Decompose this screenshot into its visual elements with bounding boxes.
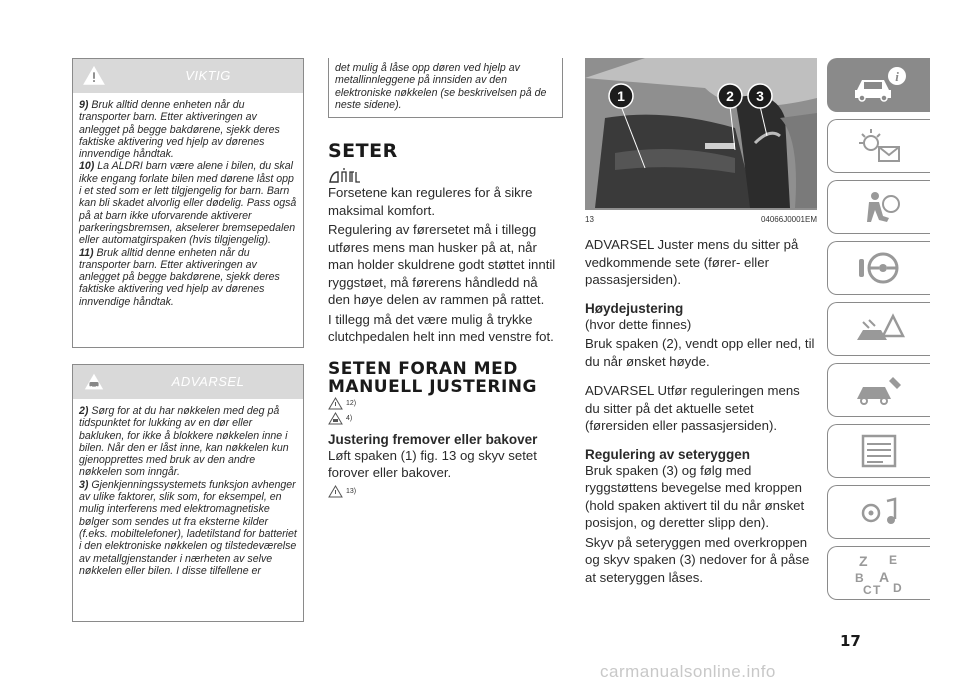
paragraph: Forsetene kan reguleres for å sikre maksimal komfort.: [328, 185, 533, 218]
tab-safety[interactable]: [827, 180, 930, 234]
chapter-tabs: [827, 58, 930, 607]
paragraph: Bruk spaken (3) og følg med ryggstøttens bevegelse med kroppen (hold spaken aktivert til du når ønsket posisjon, og deretter slipp den).: [585, 462, 805, 530]
reference-line: [328, 484, 563, 499]
advarsel-continued-text: det mulig å låse opp døren ved hjelp av metallinnleggene på innsiden av den elektroniske nøkkelen (se beskrivelsen på de neste sidene).: [335, 62, 547, 111]
tab-car-info[interactable]: [827, 58, 930, 112]
page-number: 17: [840, 632, 861, 650]
index-letter: Z: [859, 553, 868, 569]
car-warning-icon: [83, 371, 105, 393]
reference-number: 12): [346, 399, 357, 407]
figure-number: 13: [585, 215, 594, 224]
advarsel-header: [73, 365, 303, 399]
tab-multimedia[interactable]: [827, 485, 930, 539]
viktig-item: 10) La ALDRI barn være alene i bilen, du skal ikke engang forlate bilen med dørene låst opp i et sted som er lett tilgjengelig for barn. Barn kan bli skadet alvorlig eller dødelig. Pass også på at barn ikke uforvarende aktiverer parkeringsbremsen, akselerer bremsepedalen eller automatgirspaken (hvis tilgjengelig).: [79, 160, 297, 247]
watermark: carmanualsonline.info: [600, 662, 776, 681]
seat-figure-image: [585, 58, 817, 210]
seat-illustration: [585, 58, 817, 210]
index-letter: D: [893, 581, 902, 595]
multimedia-icon: [849, 489, 909, 535]
callout-1: 1: [617, 88, 625, 104]
reference-line: [328, 411, 563, 426]
advarsel-item: 2) Sørg for at du har nøkkelen med deg på tidspunktet for lukking av en dør eller bakluken, for ikke å blokkere nøkkelen inne i bilen. Når den er låst inne, kan nøkkelen kun gjenopprettes med bruk av den andre nøkkelen som inngår.: [79, 405, 289, 479]
index-letter: B: [855, 571, 864, 585]
paragraph: I tillegg må det være mulig å trykke clutchpedalen helt inn med venstre fot.: [328, 311, 554, 345]
index-letter: T: [873, 583, 881, 596]
viktig-title: VIKTIG: [185, 68, 231, 83]
technical-data-icon: [849, 428, 909, 474]
tab-technical-data[interactable]: [827, 424, 930, 478]
warning-triangle-icon: [328, 485, 343, 498]
tab-emergency[interactable]: [827, 302, 930, 356]
middle-column: [328, 58, 563, 499]
callout-3: 3: [756, 88, 764, 104]
seter-heading: SETER: [328, 140, 398, 163]
paragraph: Skyv på seteryggen med overkroppen og skyv spaken (3) nedover for å påse at seteryggen låses.: [585, 534, 810, 585]
warning-lights-icon: [849, 123, 909, 169]
backrest-body: [585, 462, 817, 587]
reference-number: 13): [346, 487, 357, 495]
paragraph: Løft spaken (1) fig. 13 og skyv setet forover eller bakover.: [328, 447, 537, 481]
subheading: Justering fremover eller bakover: [328, 431, 538, 447]
index-letter: A: [879, 569, 890, 585]
reference-line: [328, 396, 563, 411]
index-icon: [849, 550, 909, 596]
manual-seat-heading: SETEN FORAN MED MANUELL JUSTERING: [328, 358, 537, 397]
sub-body: [328, 447, 563, 482]
seat-adjust-icon: [328, 168, 362, 184]
advarsel-body: [73, 399, 303, 583]
advarsel-note-1: [585, 236, 817, 289]
advarsel-item: 3) Gjenkjenningssystemets funksjon avhenger av ulike faktorer, slik som, for eksempel, en mulig interferens med elektromagnetiske bølger som sendes ut fra eksterne kilder (f.eks. mobiltelefoner), ladetilstand for batteriet i den elektroniske nøkkelen og tilstedeværelse av metallgjenstander i nærheten av selve nøkkelen eller bilen. I disse tilfellene er: [79, 478, 297, 577]
advarsel-note-2: [585, 382, 817, 435]
index-letter: C: [863, 583, 872, 596]
svg-text:i: i: [895, 69, 899, 84]
viktig-box: [72, 58, 304, 348]
warning-triangle-icon: [83, 65, 105, 87]
tab-index[interactable]: [827, 546, 930, 600]
backrest-heading: Regulering av seteryggen: [585, 446, 751, 462]
viktig-item: 9) Bruk alltid denne enheten når du transporter barn. Etter aktiveringen av anlegget på begge bakdørene, sjekk deres faktiske aktivering ved hjelp av dørenes innvendige håndtak.: [79, 99, 280, 161]
car-info-icon: [849, 62, 909, 108]
paragraph: ADVARSEL Utfør reguleringen mens du sitter på det aktuelle setet (førersiden eller passasjersiden).: [585, 383, 800, 433]
advarsel-title: ADVARSEL: [171, 374, 245, 389]
left-column: [72, 58, 304, 622]
car-warning-icon: [328, 412, 343, 425]
viktig-header: [73, 59, 303, 93]
seter-body: [328, 184, 563, 346]
index-letter: E: [889, 553, 898, 567]
seter-icon-row: [328, 168, 563, 184]
reference-number: 4): [346, 414, 353, 422]
steering-wheel-key-icon: [849, 245, 909, 291]
safety-airbag-icon: [849, 184, 909, 230]
paragraph: (hvor dette finnes): [585, 316, 692, 332]
figure-code: 04066J0001EM: [760, 215, 817, 224]
paragraph: Regulering av førersetet må i tillegg utføres mens man husker på at, når man holder skuldrene godt støttet inntil ryggstøet, må førerens håndledd nå den høye delen av rammen på rattet.: [328, 222, 556, 308]
right-column: [585, 58, 817, 588]
callout-2: 2: [726, 88, 734, 104]
height-adjust-heading: Høydejustering: [585, 300, 684, 316]
emergency-icon: [849, 306, 909, 352]
viktig-item: 11) Bruk alltid denne enheten når du transporter barn. Etter aktiveringen av anlegget på begge bakdørene, sjekk deres faktiske aktivering ved hjelp av dørenes innvendige håndtak.: [79, 246, 280, 308]
advarsel-continued-box: [328, 58, 563, 118]
advarsel-box: [72, 364, 304, 622]
tab-maintenance[interactable]: [827, 363, 930, 417]
maintenance-icon: [849, 367, 909, 413]
warning-triangle-icon: [328, 397, 343, 410]
height-adjust-body: [585, 316, 817, 371]
figure-caption: [585, 215, 817, 224]
tab-warning-lights[interactable]: [827, 119, 930, 173]
viktig-body: [73, 93, 303, 314]
paragraph: ADVARSEL Juster mens du sitter på vedkommende sete (fører- eller passasjersiden).: [585, 237, 799, 287]
tab-starting-driving[interactable]: [827, 241, 930, 295]
paragraph: Bruk spaken (2), vendt opp eller ned, til du når ønsket høyde.: [585, 336, 815, 369]
